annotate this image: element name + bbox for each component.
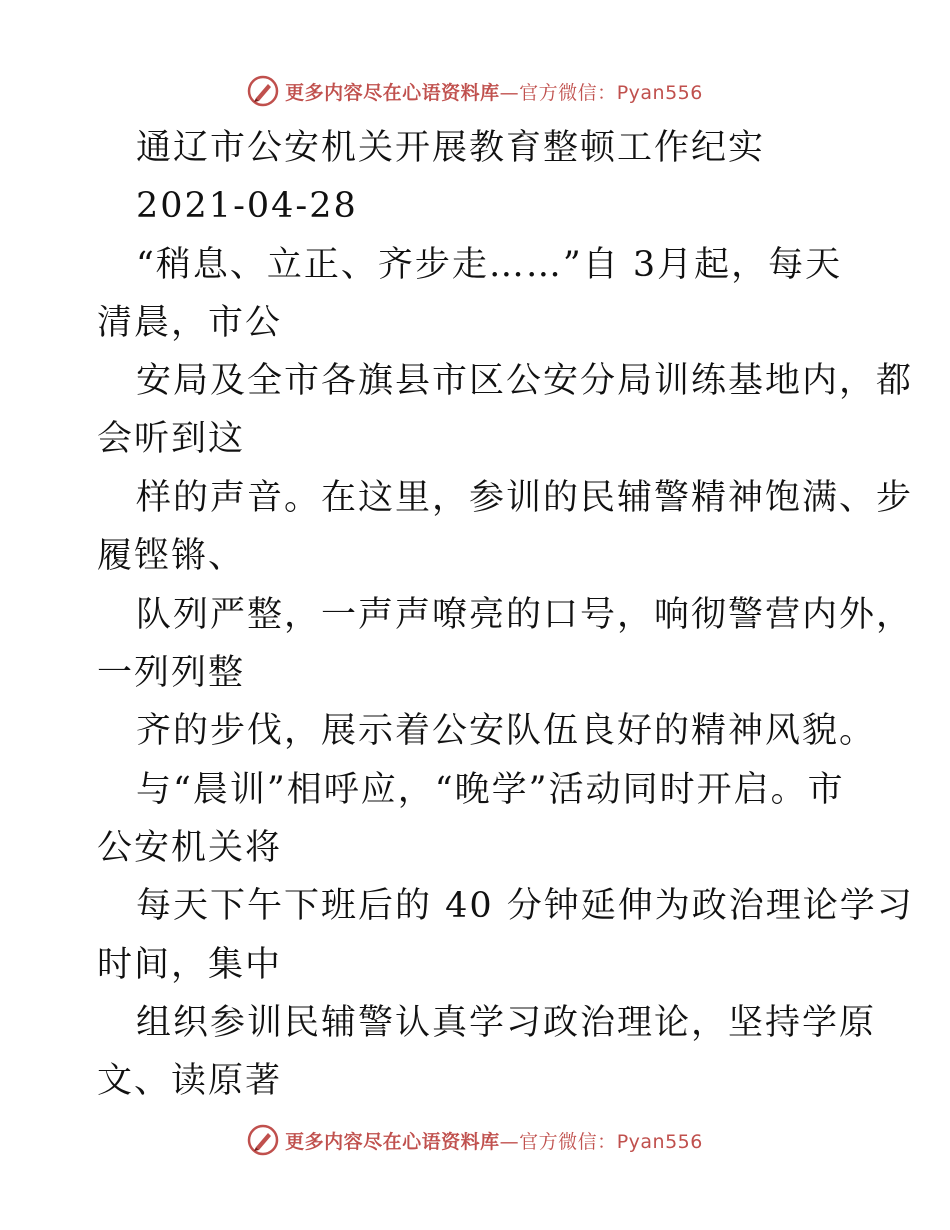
document-date: 2021-04-28	[136, 186, 358, 226]
banner-main-text: 更多内容尽在心语资料库	[285, 1130, 500, 1153]
paragraph-line: 履铿锵、	[97, 536, 246, 576]
paragraph-line: 队列严整，一声声嘹亮的口号，响彻警营内外，	[136, 595, 914, 635]
paragraph-line: 与“晨训”相呼应，“晚学”活动同时开启。市	[136, 770, 845, 810]
header-watermark-banner	[0, 71, 950, 111]
footer-watermark-banner	[0, 1120, 950, 1160]
document-title: 通辽市公安机关开展教育整顿工作纪实	[136, 128, 766, 168]
header-banner-text	[285, 78, 703, 105]
banner-separator: —	[499, 81, 520, 104]
paragraph-line: 样的声音。在这里，参训的民辅警精神饱满、步	[136, 478, 914, 518]
paragraph-line: 组织参训民辅警认真学习政治理论，坚持学原	[136, 1003, 877, 1043]
paragraph-line: 清晨，市公	[97, 303, 283, 343]
paragraph-line: 会听到这	[97, 419, 246, 459]
paragraph-line: 每天下午下班后的 40 分钟延伸为政治理论学习	[136, 886, 914, 926]
paragraph-line: 齐的步伐，展示着公安队伍良好的精神风貌。	[136, 711, 877, 751]
banner-wechat-id: Pyan556	[616, 1130, 703, 1153]
footer-banner-text	[285, 1127, 703, 1154]
paragraph-line: 时间，集中	[97, 945, 283, 985]
paragraph-line: 一列列整	[97, 653, 246, 693]
banner-wechat-label: 官方微信：	[519, 81, 617, 104]
paragraph-line: 公安机关将	[97, 828, 283, 868]
banner-wechat-id: Pyan556	[616, 81, 703, 104]
paragraph-line: 安局及全市各旗县市区公安分局训练基地内，都	[136, 361, 914, 401]
paragraph-line: “稍息、立正、齐步走……”自 3月起，每天	[136, 245, 843, 285]
pen-logo-icon	[247, 75, 279, 107]
banner-main-text: 更多内容尽在心语资料库	[285, 81, 500, 104]
paragraph-line: 文、读原著	[97, 1061, 283, 1101]
banner-separator: —	[499, 1130, 520, 1153]
banner-wechat-label: 官方微信：	[519, 1130, 617, 1153]
pen-logo-icon	[247, 1124, 279, 1156]
